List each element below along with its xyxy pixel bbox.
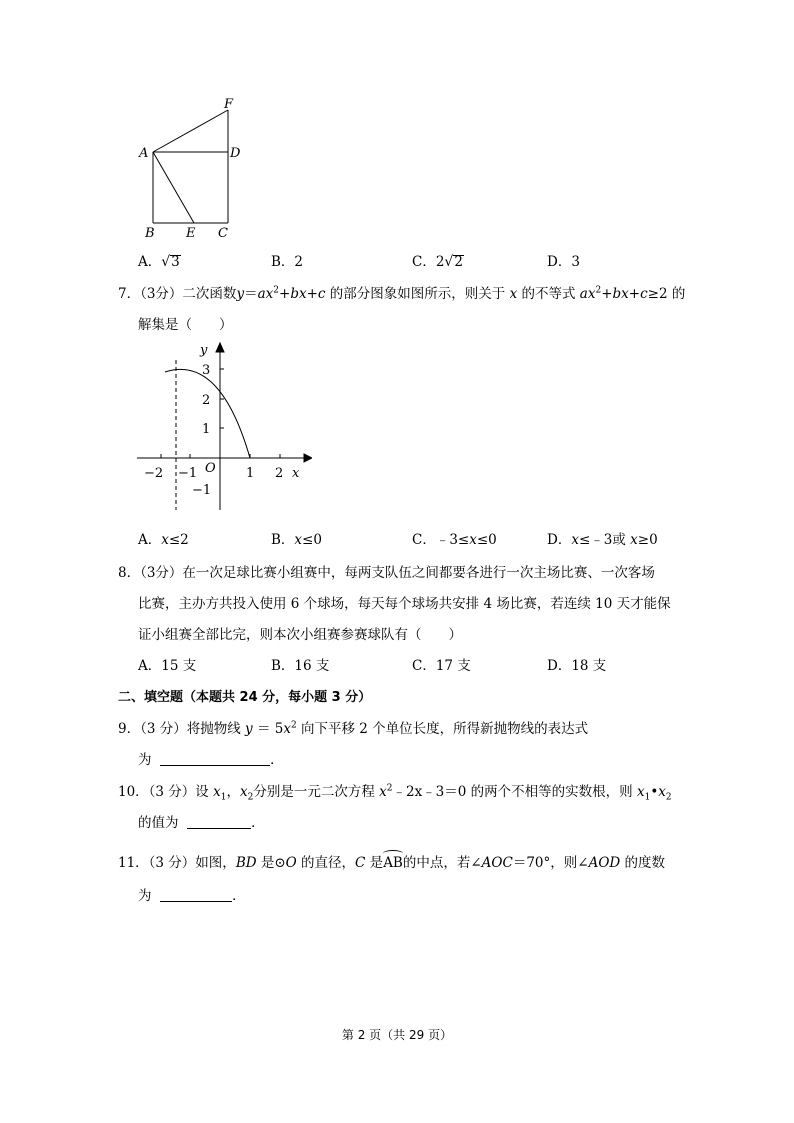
q6-option-d: D．3 <box>547 254 580 270</box>
q11-stem-line1: 11．（3 分）如图，BD 是⊙O 的直径，C 是AB的中点，若∠AOC＝70°，则∠AOD 的度数 <box>118 855 666 871</box>
q8-option-c: C．17 支 <box>412 658 471 674</box>
q7-option-d: D．x≤﹣3或 x≥0 <box>547 532 658 548</box>
x-tick-2: 2 <box>275 466 284 481</box>
q7-option-c: C．﹣3≤x≤0 <box>412 532 497 548</box>
label-e: E <box>186 226 196 241</box>
q6-option-a: A．√3 <box>138 254 180 270</box>
x-tick-neg2: −2 <box>144 466 164 481</box>
q9-stem-line1: 9．（3 分）将抛物线 $y = 5x^2$ 向下平移 2 个单位长度，所得新抛物线的表达式 <box>118 720 589 737</box>
x-axis-arrow <box>304 454 312 462</box>
q10-stem-line2: 的值为 ． <box>138 815 265 831</box>
x-axis-label: x <box>292 466 300 481</box>
q8-stem-line3: 证小组赛全部比完，则本次小组赛参赛球队有（ ） <box>138 627 462 643</box>
segment-af <box>153 110 228 152</box>
section-title-fill-in: 二、填空题（本题共 24 分，每小题 3 分） <box>118 690 372 705</box>
q10-answer-blank[interactable] <box>187 814 251 829</box>
q8-stem-line2: 比赛，主办方共投入使用 6 个球场，每天每个球场共安排 4 场比赛，若连续 10 天才能保 <box>138 596 671 612</box>
y-tick-3: 3 <box>202 363 211 378</box>
q6-geometry-figure <box>130 95 250 245</box>
q9-stem-line2: 为 ． <box>138 752 284 768</box>
y-axis-label: y <box>200 343 208 358</box>
q8-option-b: B．16 支 <box>271 658 330 674</box>
q7-option-a: A．x≤2 <box>138 532 189 548</box>
label-b: B <box>145 226 155 241</box>
q11-answer-blank[interactable] <box>160 887 232 902</box>
x-tick-1: 1 <box>246 466 255 481</box>
page-footer: 第 2 页（共 29 页） <box>341 1028 453 1042</box>
q6-option-b: B．2 <box>271 254 304 270</box>
q7-stem-line1: 7．（3分）二次函数$y=ax^2+bx+c$ 的部分图象如图所示，则关于 x 的不等式 $ax^2+bx+c\ge 2$ 的 <box>118 285 686 302</box>
origin-label: O <box>205 461 216 476</box>
label-f: F <box>224 97 234 112</box>
q8-option-a: A．15 支 <box>138 658 197 674</box>
y-tick-1: 1 <box>202 422 211 437</box>
label-d: D <box>230 146 241 161</box>
q11-stem-line2: 为 ． <box>138 888 246 904</box>
parabola-curve <box>165 369 250 458</box>
y-tick-neg1: −1 <box>192 483 212 498</box>
x-tick-neg1: −1 <box>178 466 198 481</box>
q7-parabola-graph <box>132 340 312 515</box>
q7-option-b: B．x≤0 <box>271 532 322 548</box>
arc-ab-symbol: AB <box>383 855 403 871</box>
q6-option-c: C．2√2 <box>412 254 463 270</box>
label-a: A <box>139 146 149 161</box>
label-c: C <box>218 226 228 241</box>
q7-stem-line2: 解集是（ ） <box>138 317 233 333</box>
q8-stem-line1: 8．（3分）在一次足球比赛小组赛中，每两支队伍之间都要各进行一次主场比赛、一次客场 <box>118 565 655 581</box>
q8-option-d: D．18 支 <box>547 658 607 674</box>
y-tick-2: 2 <box>202 393 211 408</box>
y-axis-arrow <box>216 343 224 352</box>
q9-answer-blank[interactable] <box>160 751 270 766</box>
q10-stem-line1: 10．（3 分）设 $x_1$，$x_2$分别是一元二次方程 $x^2﹣2x﹣3=0$ 的两个不相等的实数根，则 $x_1•x_2$ <box>118 783 672 803</box>
segment-ae <box>153 152 194 223</box>
